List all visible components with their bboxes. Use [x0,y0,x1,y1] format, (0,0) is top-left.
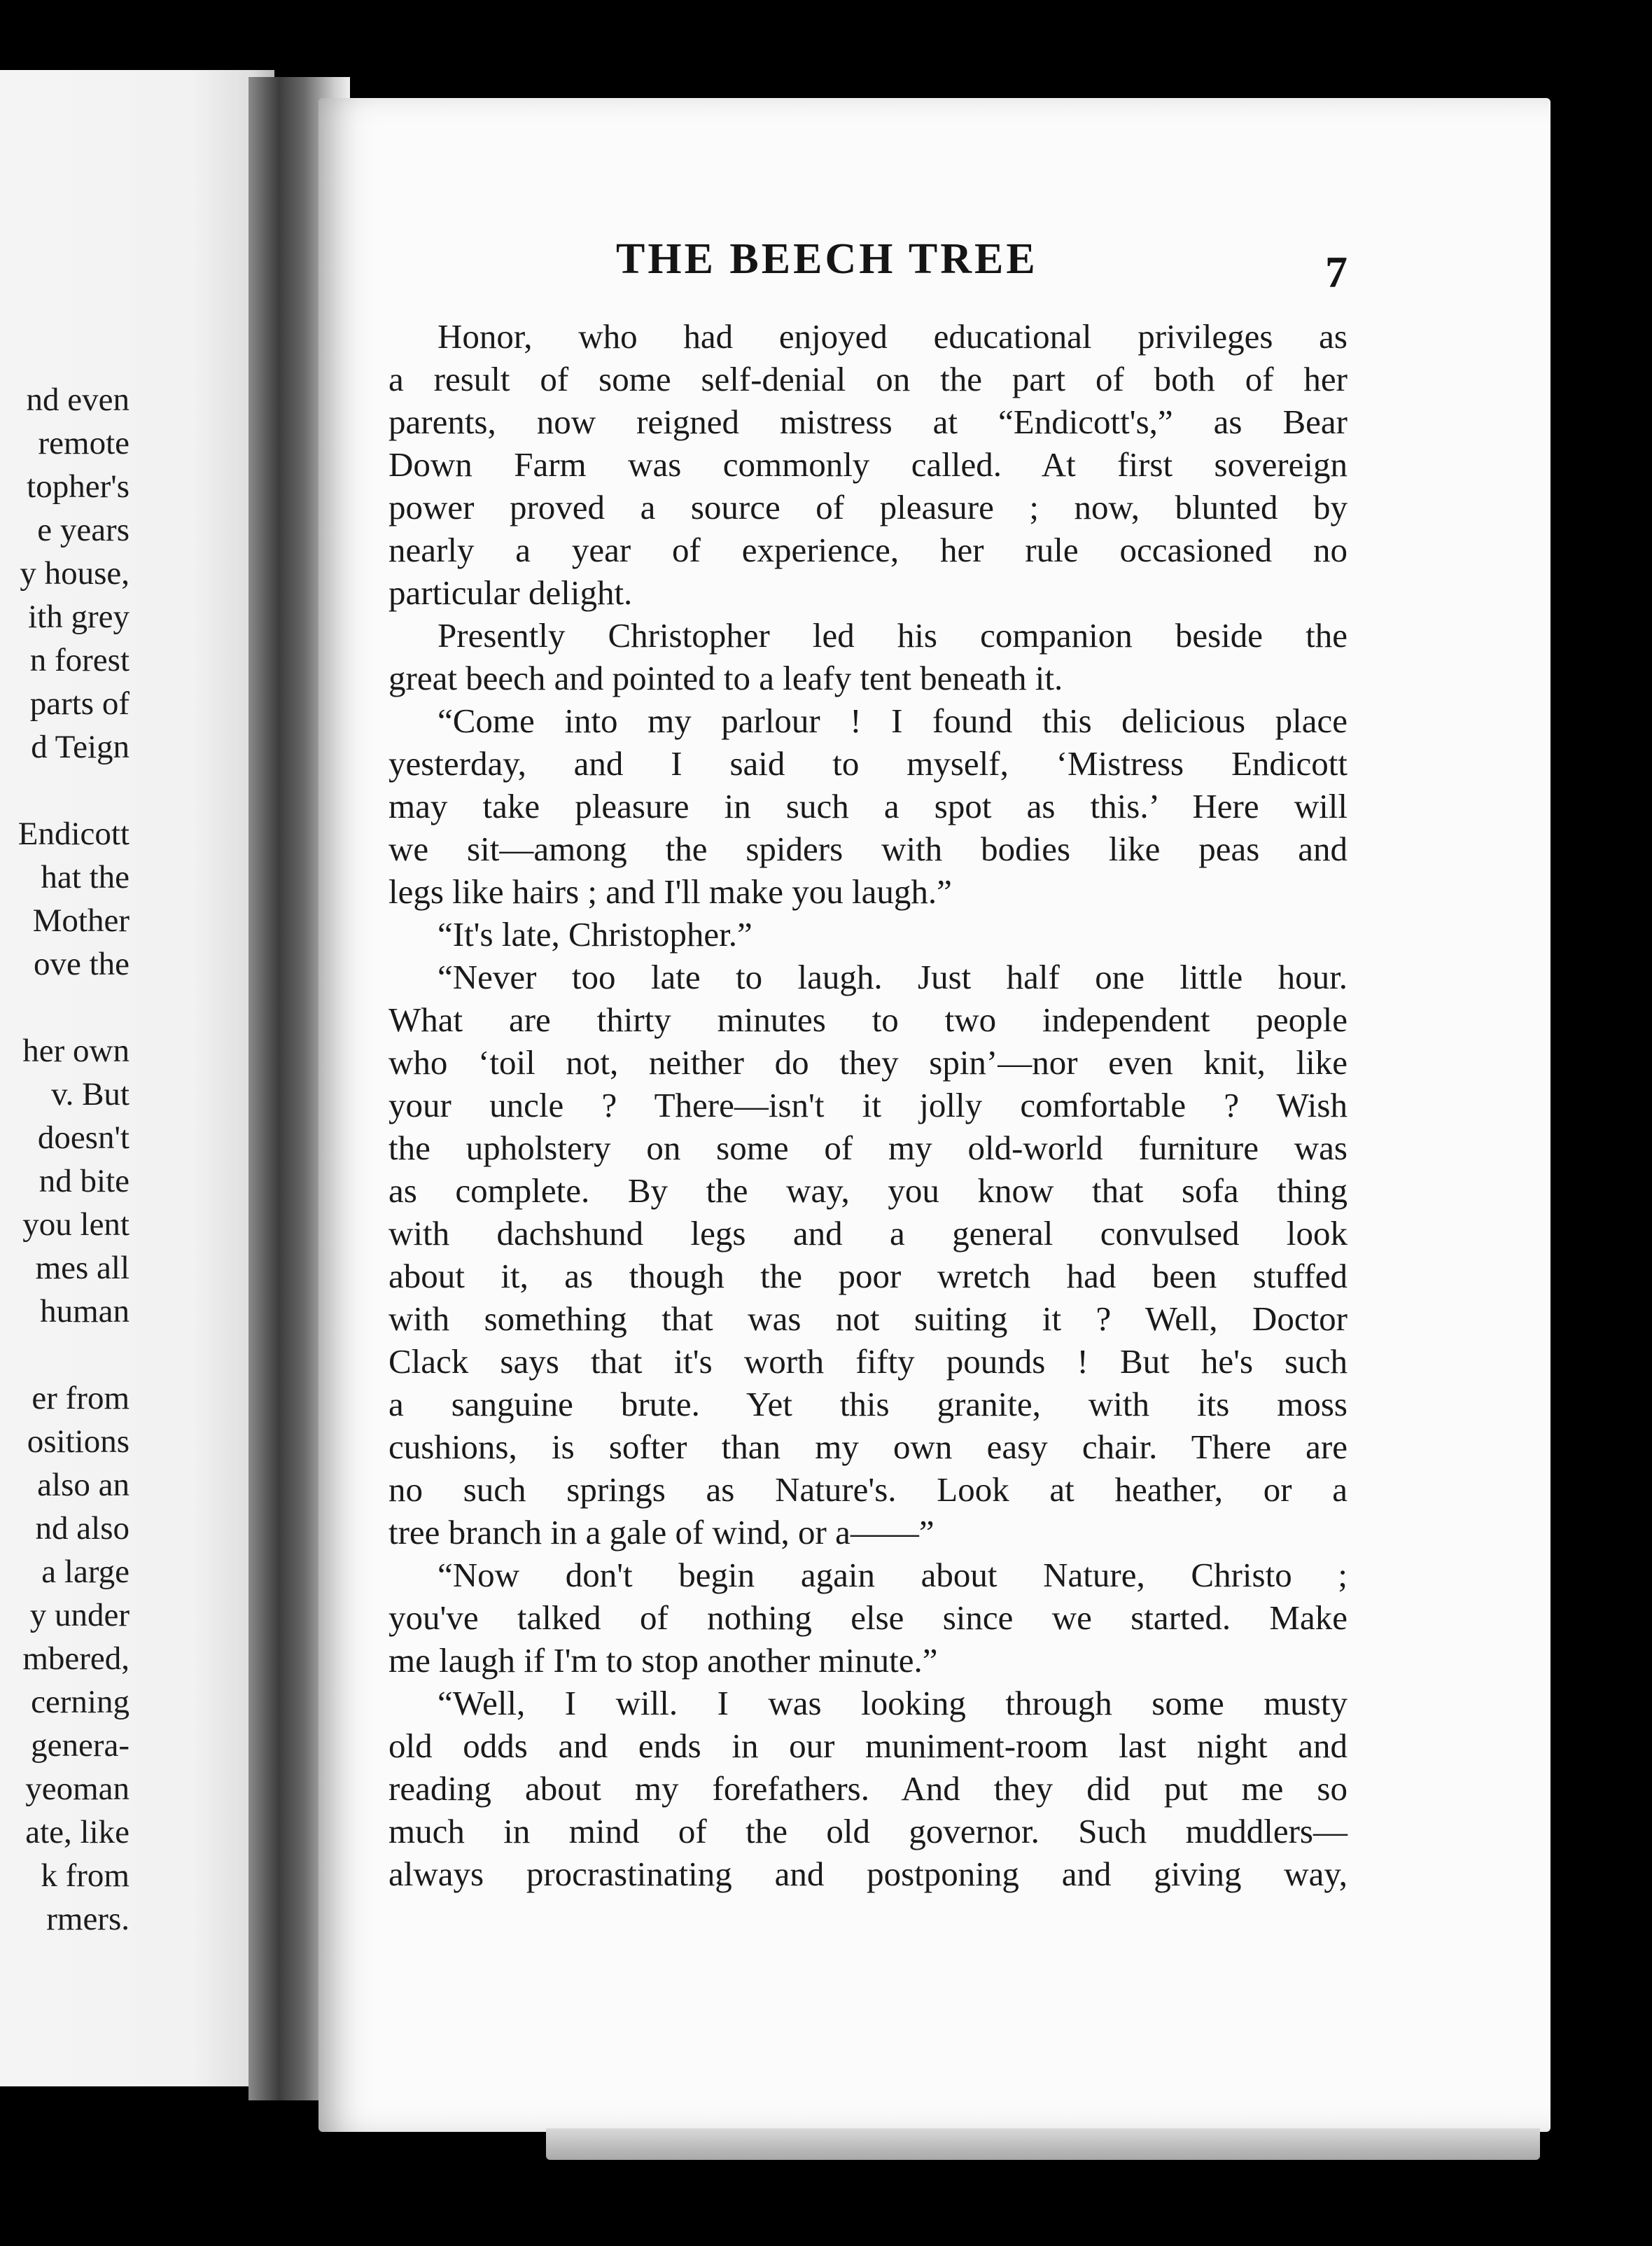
text-line: you've talked of nothing else since we started. Make [388,1598,1348,1637]
text-line: What are thirty minutes to two independent people [388,1000,1348,1039]
text-line: much in mind of the old governor. Such muddlers— [388,1812,1348,1850]
text-line: Presently Christopher led his companion beside the [438,616,1348,655]
left-line: mes all [35,1250,130,1286]
text-line: parents, now reigned mistress at “Endicott's,” as Bear [388,403,1348,441]
left-line: nd even [26,382,130,418]
left-line: remote [38,425,130,461]
left-line: genera- [31,1727,130,1764]
left-line: nd also [35,1510,130,1547]
text-line: particular delight. [388,573,633,612]
text-line: me laugh if I'm to stop another minute.” [388,1641,938,1680]
running-title: THE BEECH TREE [616,235,1038,283]
left-line: ositions [27,1423,130,1460]
left-line: topher's [27,468,130,505]
left-line: you lent [22,1206,130,1243]
left-line-gap [0,986,130,1029]
text-line: we sit—among the spiders with bodies like peas and [388,830,1348,868]
left-line: v. But [51,1076,130,1112]
text-line: Honor, who had enjoyed educational privileges as [438,317,1348,356]
left-line: Endicott [18,816,130,852]
text-line: great beech and pointed to a leafy tent beneath it. [388,659,1063,697]
left-line: a large [41,1554,130,1590]
text-line: yesterday, and I said to myself, ‘Mistress Endicott [388,744,1348,783]
left-line: mbered, [22,1640,130,1677]
left-line: nd bite [38,1163,130,1199]
text-line: “Come into my parlour ! I found this delicious place [438,702,1348,740]
text-line: about it, as though the poor wretch had been stuffed [388,1257,1348,1295]
text-line: with something that was not suiting it ? Well, Doctor [388,1299,1348,1338]
left-line: cerning [31,1684,130,1720]
left-line: parts of [29,685,130,722]
text-line: no such springs as Nature's. Look at heather, or a [388,1470,1348,1509]
text-line: old odds and ends in our muniment-room last night and [388,1727,1348,1765]
left-line: e years [37,512,130,548]
left-line: d Teign [31,729,130,765]
left-line: y under [29,1597,130,1633]
left-line: ith grey [28,599,130,635]
text-line: cushions, is softer than my own easy chair. There are [388,1428,1348,1466]
left-line: hat the [41,859,130,895]
text-line: as complete. By the way, you know that sofa thing [388,1171,1348,1210]
page-bottom-edge [546,2128,1540,2160]
text-line: power proved a source of pleasure ; now, blunted by [388,488,1348,526]
left-line: Mother [32,902,130,939]
left-line: yeoman [25,1771,130,1807]
left-line: doesn't [37,1119,130,1156]
left-line: her own [22,1033,130,1069]
left-page-text [0,378,130,1941]
text-line: Down Farm was commonly called. At first sovereign [388,445,1348,484]
text-line: reading about my forefathers. And they did put me so [388,1769,1348,1808]
left-line: n forest [29,642,130,678]
left-line: also an [37,1467,130,1503]
text-line: the upholstery on some of my old-world furniture was [388,1129,1348,1167]
left-line: human [40,1293,130,1330]
text-line: with dachshund legs and a general convulsed look [388,1214,1348,1253]
left-line: er from [31,1380,130,1416]
body-text [388,315,1348,1895]
page-number: 7 [1325,247,1348,297]
text-line: a result of some self-denial on the part of both of her [388,360,1348,398]
left-line-gap [0,769,130,812]
left-line-gap [0,1333,130,1376]
text-line: “Now don't begin again about Nature, Christo ; [438,1556,1348,1594]
text-line: “Well, I will. I was looking through some musty [438,1684,1348,1722]
left-line: ove the [33,946,130,982]
left-line: k from [41,1857,130,1894]
text-line: legs like hairs ; and I'll make you laugh.” [388,872,952,911]
left-facing-page [0,70,274,2086]
text-line: “Never too late to laugh. Just half one little hour. [438,958,1348,996]
text-line: who ‘toil not, neither do they spin’—nor even knit, like [388,1043,1348,1082]
text-line: tree branch in a gale of wind, or a——” [388,1513,934,1551]
text-line: nearly a year of experience, her rule occasioned no [388,531,1348,569]
text-line: your uncle ? There—isn't it jolly comfortable ? Wish [388,1086,1348,1124]
text-line: Clack says that it's worth fifty pounds ! But he's such [388,1342,1348,1381]
text-line: always procrastinating and postponing and giving way, [388,1855,1348,1893]
left-line: ate, like [25,1814,130,1850]
text-line: a sanguine brute. Yet this granite, with its moss [388,1385,1348,1423]
left-line: rmers. [46,1901,130,1937]
left-line: y house, [20,555,130,592]
text-line: “It's late, Christopher.” [438,915,752,954]
text-line: may take pleasure in such a spot as this.’ Here will [388,787,1348,825]
